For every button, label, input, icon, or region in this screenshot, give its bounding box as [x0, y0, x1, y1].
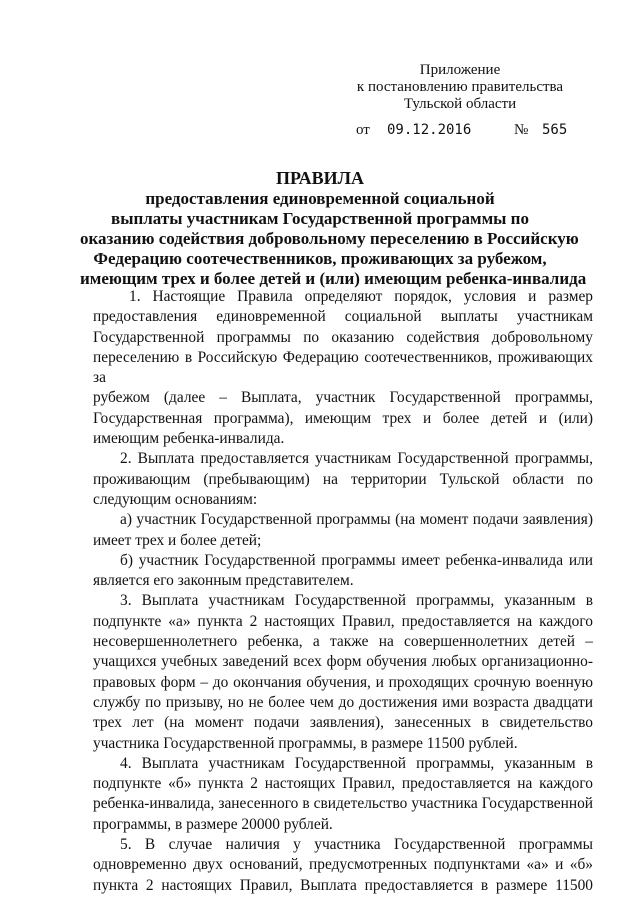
text-line: является его законным представителем.	[93, 572, 354, 590]
text-line: 3. Выплата участникам Государственной программы, указанным в	[120, 592, 593, 610]
text-line: несовершеннолетнего ребенка, а также на совершеннолетних детей –	[93, 633, 593, 651]
text-line: имеющим ребенка-инвалида.	[93, 430, 285, 448]
text-line: службу по призыву, но не более чем до достижения ими возраста двадцати	[93, 693, 593, 711]
appendix-line-1: Приложение	[419, 62, 501, 78]
paragraph-5	[93, 835, 593, 896]
text-line: 4. Выплата участникам Государственной программы, указанным в	[120, 754, 593, 772]
title-line-4: Федерацию соотечественников, проживающих за рубежом,	[93, 249, 547, 268]
text-line: правовых форм – до окончания обучения, и проходящих срочную военную	[93, 673, 593, 691]
text-line: учащихся учебных заведений всех форм обучения любых организационно-	[93, 653, 593, 671]
document-title	[80, 168, 587, 289]
paragraph-2	[93, 449, 593, 510]
text-line: подпункте «а» пункта 2 настоящих Правил, предоставляется на каждого	[93, 612, 593, 630]
text-line: 1. Настоящие Правила определяют порядок, условия и размер	[129, 288, 593, 305]
paragraph-1	[93, 287, 593, 449]
title-line-5: имеющим трех и более детей и (или) имеющим ребенка-инвалида	[80, 269, 587, 288]
resolution-number: 565	[542, 122, 568, 138]
text-line: Государственной программы по оказанию содействия добровольному	[93, 328, 593, 346]
text-line: трех лет (на момент подачи заявления), занесенных в свидетельство	[93, 714, 593, 732]
text-line: одновременно двух оснований, предусмотренных подпунктами «а» и «б»	[93, 856, 593, 874]
paragraph-4	[93, 754, 593, 835]
text-line: следующим основаниям:	[93, 490, 258, 508]
date-from-label: от	[356, 122, 370, 138]
title-line-3: оказанию содействия добровольному переселению в Российскую	[80, 229, 579, 248]
document-body	[93, 287, 593, 896]
title-line-2: выплаты участникам Государственной программы по	[111, 209, 529, 228]
title-main: ПРАВИЛА	[275, 168, 365, 188]
text-line: Государственная программа), имеющим трех и более детей и (или)	[93, 409, 593, 427]
text-line: 2. Выплата предоставляется участникам Государственной программы,	[120, 450, 593, 468]
text-line: имеет трех и более детей;	[93, 531, 262, 549]
text-line: рубежом (далее – Выплата, участник Государственной программы,	[93, 389, 593, 407]
paragraph-2a	[93, 510, 593, 551]
text-line: а) участник Государственной программы (на момент подачи заявления)	[120, 511, 593, 529]
appendix-line-3: Тульской области	[403, 96, 517, 112]
paragraph-2b	[93, 551, 593, 592]
text-line: подпункте «б» пункта 2 настоящих Правил, предоставляется на каждого	[93, 775, 593, 793]
appendix-line-2: к постановлению правительства	[356, 79, 564, 95]
title-line-1: предоставления единовременной социальной	[145, 189, 495, 208]
text-line: переселению в Российскую Федерацию соотечественников, проживающих за	[93, 348, 593, 387]
text-line: б) участник Государственной программы имеет ребенка-инвалида или	[120, 551, 593, 569]
text-line: пункта 2 настоящих Правил, Выплата предоставляется в размере 11500	[93, 876, 593, 894]
text-line: ребенка-инвалида, занесенного в свидетельство участника Государственной	[93, 795, 593, 813]
resolution-date: 09.12.2016	[387, 122, 472, 138]
appendix-header	[350, 62, 570, 113]
number-label: №	[514, 122, 529, 138]
text-line: 5. В случае наличия у участника Государственной программы	[120, 836, 593, 854]
text-line: предоставления единовременной социальной выплаты участникам	[93, 308, 593, 326]
paragraph-3	[93, 591, 593, 753]
text-line: проживающим (пребывающим) на территории Тульской области по	[93, 470, 593, 488]
text-line: участника Государственной программы, в размере 11500 рублей.	[93, 734, 518, 752]
text-line: программы, в размере 20000 рублей.	[93, 815, 333, 833]
